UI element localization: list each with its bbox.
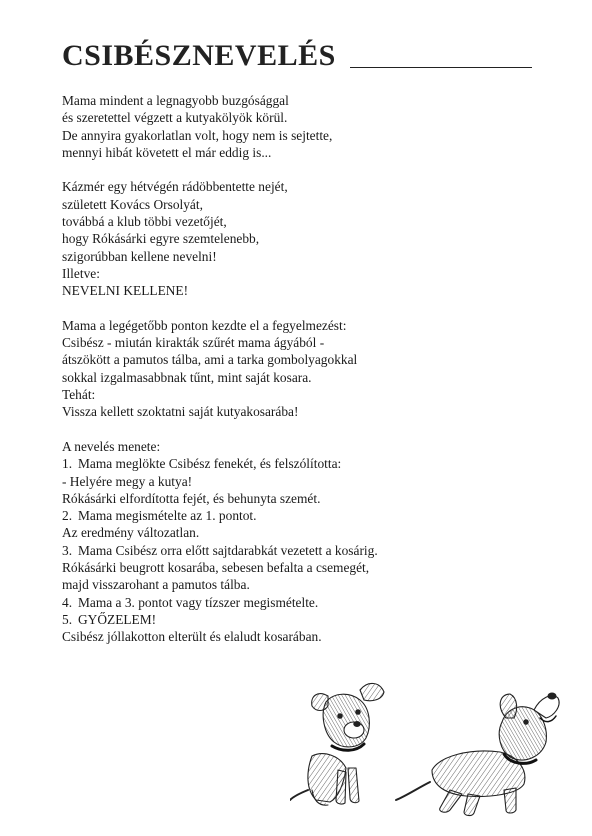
step-text: Mama a 3. pontot vagy tízszer megismételte. — [78, 594, 319, 610]
text-line: Kázmér egy hétvégén rádöbbentette nejét, — [62, 179, 288, 195]
step-text: GYŐZELEM! — [78, 611, 157, 627]
method-heading: A nevelés menete: — [62, 438, 161, 454]
text-line: mennyi hibát követett el már eddig is... — [62, 144, 272, 160]
step-number: 4. — [62, 594, 73, 610]
right-puppy-icon — [396, 693, 559, 816]
step-text: Mama megismételte az 1. pontot. — [78, 508, 257, 524]
step-number: 3. — [62, 542, 73, 558]
text-line: hogy Rókásárki egyre szemtelenebb, — [62, 231, 260, 247]
text-line: Az eredmény változatlan. — [62, 525, 200, 541]
method-step-3 — [62, 542, 532, 559]
text-line: Mama mindent a legnagyobb buzgósággal — [62, 93, 289, 108]
two-puppies-illustration — [290, 672, 570, 822]
text-line: Rókásárki beugrott kosarába, sebesen befalta a csemegét, — [62, 560, 370, 576]
page-title: CSIBÉSZNEVELÉS — [62, 39, 336, 72]
text-line: De annyira gyakorlatlan volt, hogy nem is sejtette, — [62, 127, 333, 143]
method-step-2 — [62, 507, 532, 524]
text-line: sokkal izgalmasabbnak tűnt, mint saját kosara. — [62, 369, 312, 385]
text-line: és szeretettel végzett a kutyakölyök körül. — [62, 110, 288, 126]
method-section — [62, 438, 532, 646]
left-puppy-icon — [290, 683, 384, 805]
text-line: Csibész - miután kirakták szűrét mama ágyából - — [62, 335, 325, 351]
step-text: Mama Csibész orra előtt sajtdarabkát vezetett a kosárig. — [78, 542, 378, 558]
title-row — [62, 40, 532, 76]
text-line: átszökött a pamutos tálba, ami a tarka gombolyagokkal — [62, 352, 358, 368]
text-line: Tehát: — [62, 387, 96, 403]
text-line: született Kovács Orsolyát, — [62, 196, 203, 212]
text-line: NEVELNI KELLENE! — [62, 283, 189, 299]
stanza-2 — [62, 178, 532, 299]
poem-body — [62, 92, 532, 663]
step-text: Mama meglökte Csibész fenekét, és felszólította: — [78, 456, 342, 472]
text-line: majd visszarohant a pamutos tálba. — [62, 577, 250, 593]
step-number: 2. — [62, 508, 73, 524]
text-line: Vissza kellett szoktatni saját kutyakosarába! — [62, 404, 299, 420]
title-underline — [350, 67, 532, 68]
method-step-1 — [62, 455, 532, 472]
text-line: Csibész jóllakotton elterült és elaludt kosarában. — [62, 629, 322, 645]
text-line: továbbá a klub többi vezetőjét, — [62, 214, 227, 230]
method-step-5 — [62, 611, 532, 628]
stanza-1 — [62, 92, 532, 161]
text-line: Illetve: — [62, 265, 100, 281]
method-step-4 — [62, 594, 532, 611]
text-line: Rókásárki elfordította fejét, és behunyta szemét. — [62, 490, 321, 506]
step-number: 1. — [62, 456, 73, 472]
text-line: Mama a legégetőbb ponton kezdte el a fegyelmezést: — [62, 317, 347, 333]
stanza-3 — [62, 317, 532, 421]
step-number: 5. — [62, 611, 73, 627]
text-line: szigorúbban kellene nevelni! — [62, 248, 217, 264]
text-line: - Helyére megy a kutya! — [62, 473, 193, 489]
